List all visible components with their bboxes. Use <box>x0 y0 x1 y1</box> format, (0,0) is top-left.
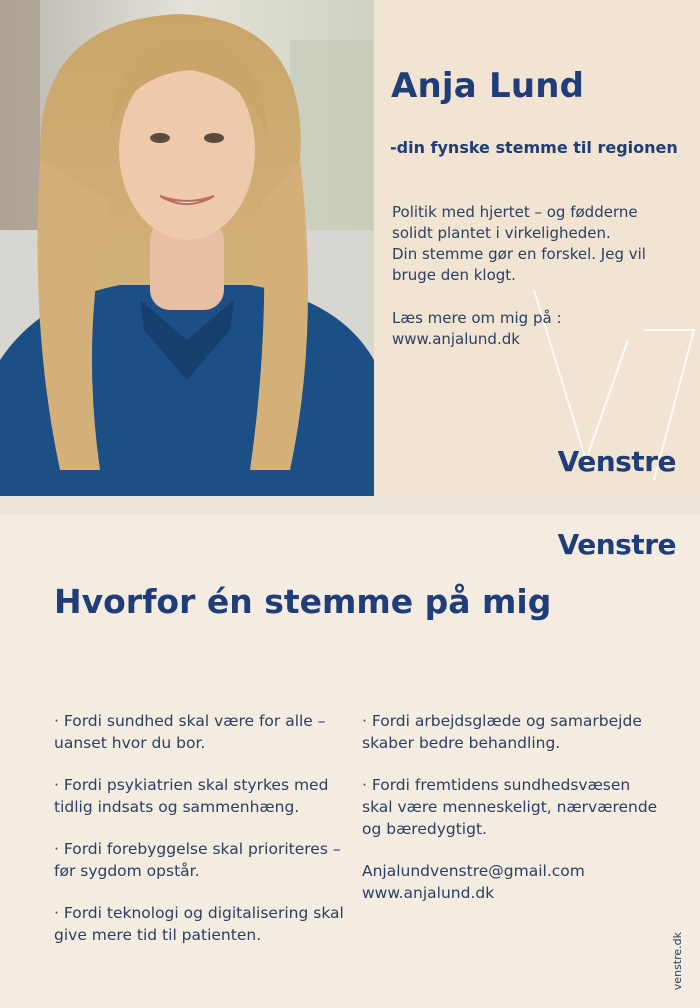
reasons-left <box>54 710 354 966</box>
party-site-vertical: venstre.dk <box>671 931 684 990</box>
venstre-logo: Venstre <box>557 445 676 478</box>
candidate-pitch <box>392 202 682 286</box>
pitch-line: Din stemme gør en forskel. Jeg vil bruge den klogt. <box>392 245 646 284</box>
reason-item: · Fordi arbejdsglæde og samarbejde skaber bedre behandling. <box>362 712 642 752</box>
candidate-name: Anja Lund <box>391 66 585 106</box>
candidate-photo <box>0 0 374 496</box>
top-panel <box>0 0 700 496</box>
section-divider <box>0 496 700 514</box>
website-link[interactable]: www.anjalund.dk <box>392 330 520 348</box>
candidate-tagline: -din fynske stemme til regionen <box>390 138 678 157</box>
reasons-right <box>362 710 662 904</box>
reason-item: · Fordi fremtidens sundhedsvæsen skal være menneskeligt, nærværende og bæredygtigt. <box>362 776 658 838</box>
contact-website[interactable]: www.anjalund.dk <box>362 884 495 902</box>
reason-item: · Fordi psykiatrien skal styrkes med tidlig indsats og sammenhæng. <box>54 776 329 816</box>
reason-item: · Fordi forebyggelse skal prioriteres – før sygdom opstår. <box>54 840 341 880</box>
venstre-logo: Venstre <box>557 528 676 561</box>
bottom-panel <box>0 514 700 1008</box>
reason-item: · Fordi teknologi og digitalisering skal give mere tid til patienten. <box>54 904 344 944</box>
contact-email[interactable]: Anjalundvenstre@gmail.com <box>362 862 585 880</box>
read-more <box>392 308 682 350</box>
reason-item: · Fordi sundhed skal være for alle – uanset hvor du bor. <box>54 712 326 752</box>
contact-info <box>362 860 662 904</box>
why-heading: Hvorfor én stemme på mig <box>54 582 552 621</box>
read-more-label: Læs mere om mig på : <box>392 309 562 327</box>
candidate-info <box>374 0 700 496</box>
pitch-line: Politik med hjertet – og fødderne solidt plantet i virkeligheden. <box>392 203 638 242</box>
